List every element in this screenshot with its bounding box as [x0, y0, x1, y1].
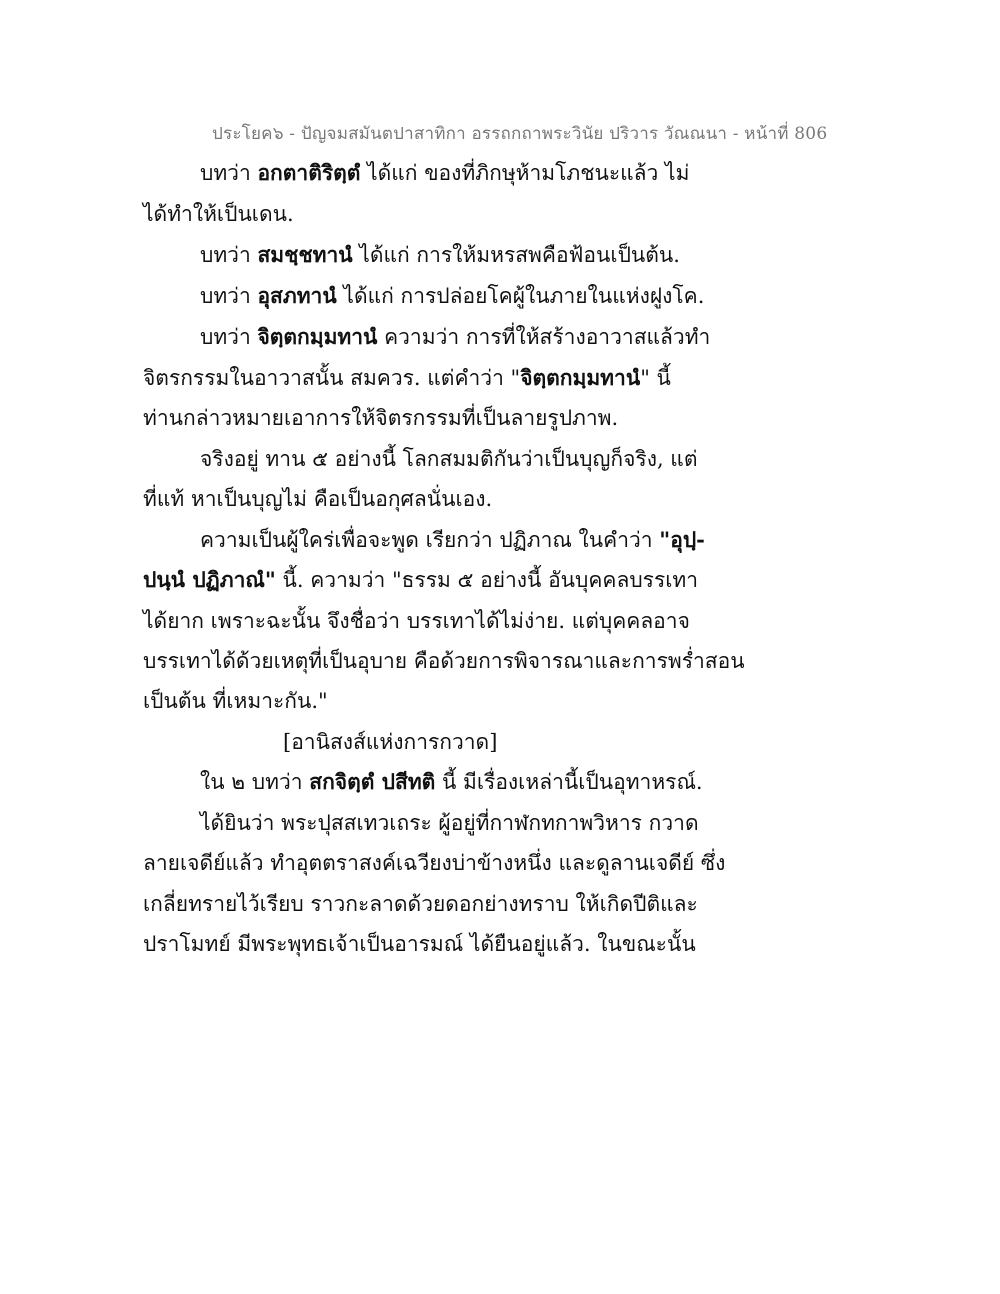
text-line: ท่านกล่าวหมายเอาการให้จิตรกรรมที่เป็นลายรูปภาพ.	[143, 406, 619, 430]
text-line: จิตรกรรมในอาวาสนั้น สมควร. แต่คำว่า "จิตฺตกมฺมทานํ" นี้	[143, 365, 671, 390]
text-line: บทว่า สมชฺชทานํ ได้แก่ การให้มหรสพคือฟ้อนเป็นต้น.	[200, 242, 680, 267]
text-line: ได้ยินว่า พระปุสสเทวเถระ ผู้อยู่ที่กาฬกทกาพวิหาร กวาด	[200, 811, 699, 835]
text-line: บทว่า อกตาติริตฺตํ ได้แก่ ของที่ภิกษุห้ามโภชนะแล้ว ไม่	[200, 160, 690, 185]
section-heading: [อานิสงส์แห่งการกวาด]	[283, 730, 498, 754]
text-line: ได้ทำให้เป็นเดน.	[143, 202, 294, 226]
text-line: ปนฺนํ ปฏิภาณํ" นี้. ความว่า "ธรรม ๕ อย่างนี้ อันบุคคลบรรเทา	[143, 567, 699, 592]
page-header: ประโยค๖ - ปัญจมสมันตปาสาทิกา อรรถกถาพระวินัย ปริวาร วัณณนา - หน้าที่ 806	[212, 124, 828, 144]
text-line: จริงอยู่ ทาน ๕ อย่างนี้ โลกสมมติกันว่าเป็นบุญก็จริง, แต่	[200, 447, 698, 471]
text-line: ได้ยาก เพราะฉะนั้น จึงชื่อว่า บรรเทาได้ไม่ง่าย. แต่บุคคลอาจ	[143, 609, 690, 633]
text-line: ความเป็นผู้ใคร่เพื่อจะพูด เรียกว่า ปฏิภาณ ในคำว่า "อุปฺ-	[200, 527, 705, 552]
text-line: บทว่า อุสภทานํ ได้แก่ การปล่อยโคผู้ในภายในแห่งฝูงโค.	[200, 283, 705, 308]
text-line: ปราโมทย์ มีพระพุทธเจ้าเป็นอารมณ์ ได้ยืนอยู่แล้ว. ในขณะนั้น	[143, 932, 696, 956]
text-line: ที่แท้ หาเป็นบุญไม่ คือเป็นอกุศลนั่นเอง.	[143, 487, 493, 511]
text-line: ลายเจดีย์แล้ว ทำอุตตราสงค์เฉวียงบ่าข้างหนึ่ง และดูลานเจดีย์ ซึ่ง	[143, 851, 726, 875]
text-line: เกลี่ยทรายไว้เรียบ ราวกะลาดด้วยดอกย่างทราบ ให้เกิดปีติและ	[143, 892, 698, 916]
text-line: ใน ๒ บทว่า สกจิตฺตํ ปสีทติ นี้ มีเรื่องเหล่านี้เป็นอุทาหรณ์.	[200, 769, 703, 794]
text-line: บทว่า จิตฺตกมฺมทานํ ความว่า การที่ให้สร้างอาวาสแล้วทำ	[200, 324, 711, 349]
text-line: บรรเทาได้ด้วยเหตุที่เป็นอุบาย คือด้วยการพิจารณาและการพร่ำสอน	[143, 649, 745, 673]
text-line: เป็นต้น ที่เหมาะกัน."	[143, 689, 328, 713]
